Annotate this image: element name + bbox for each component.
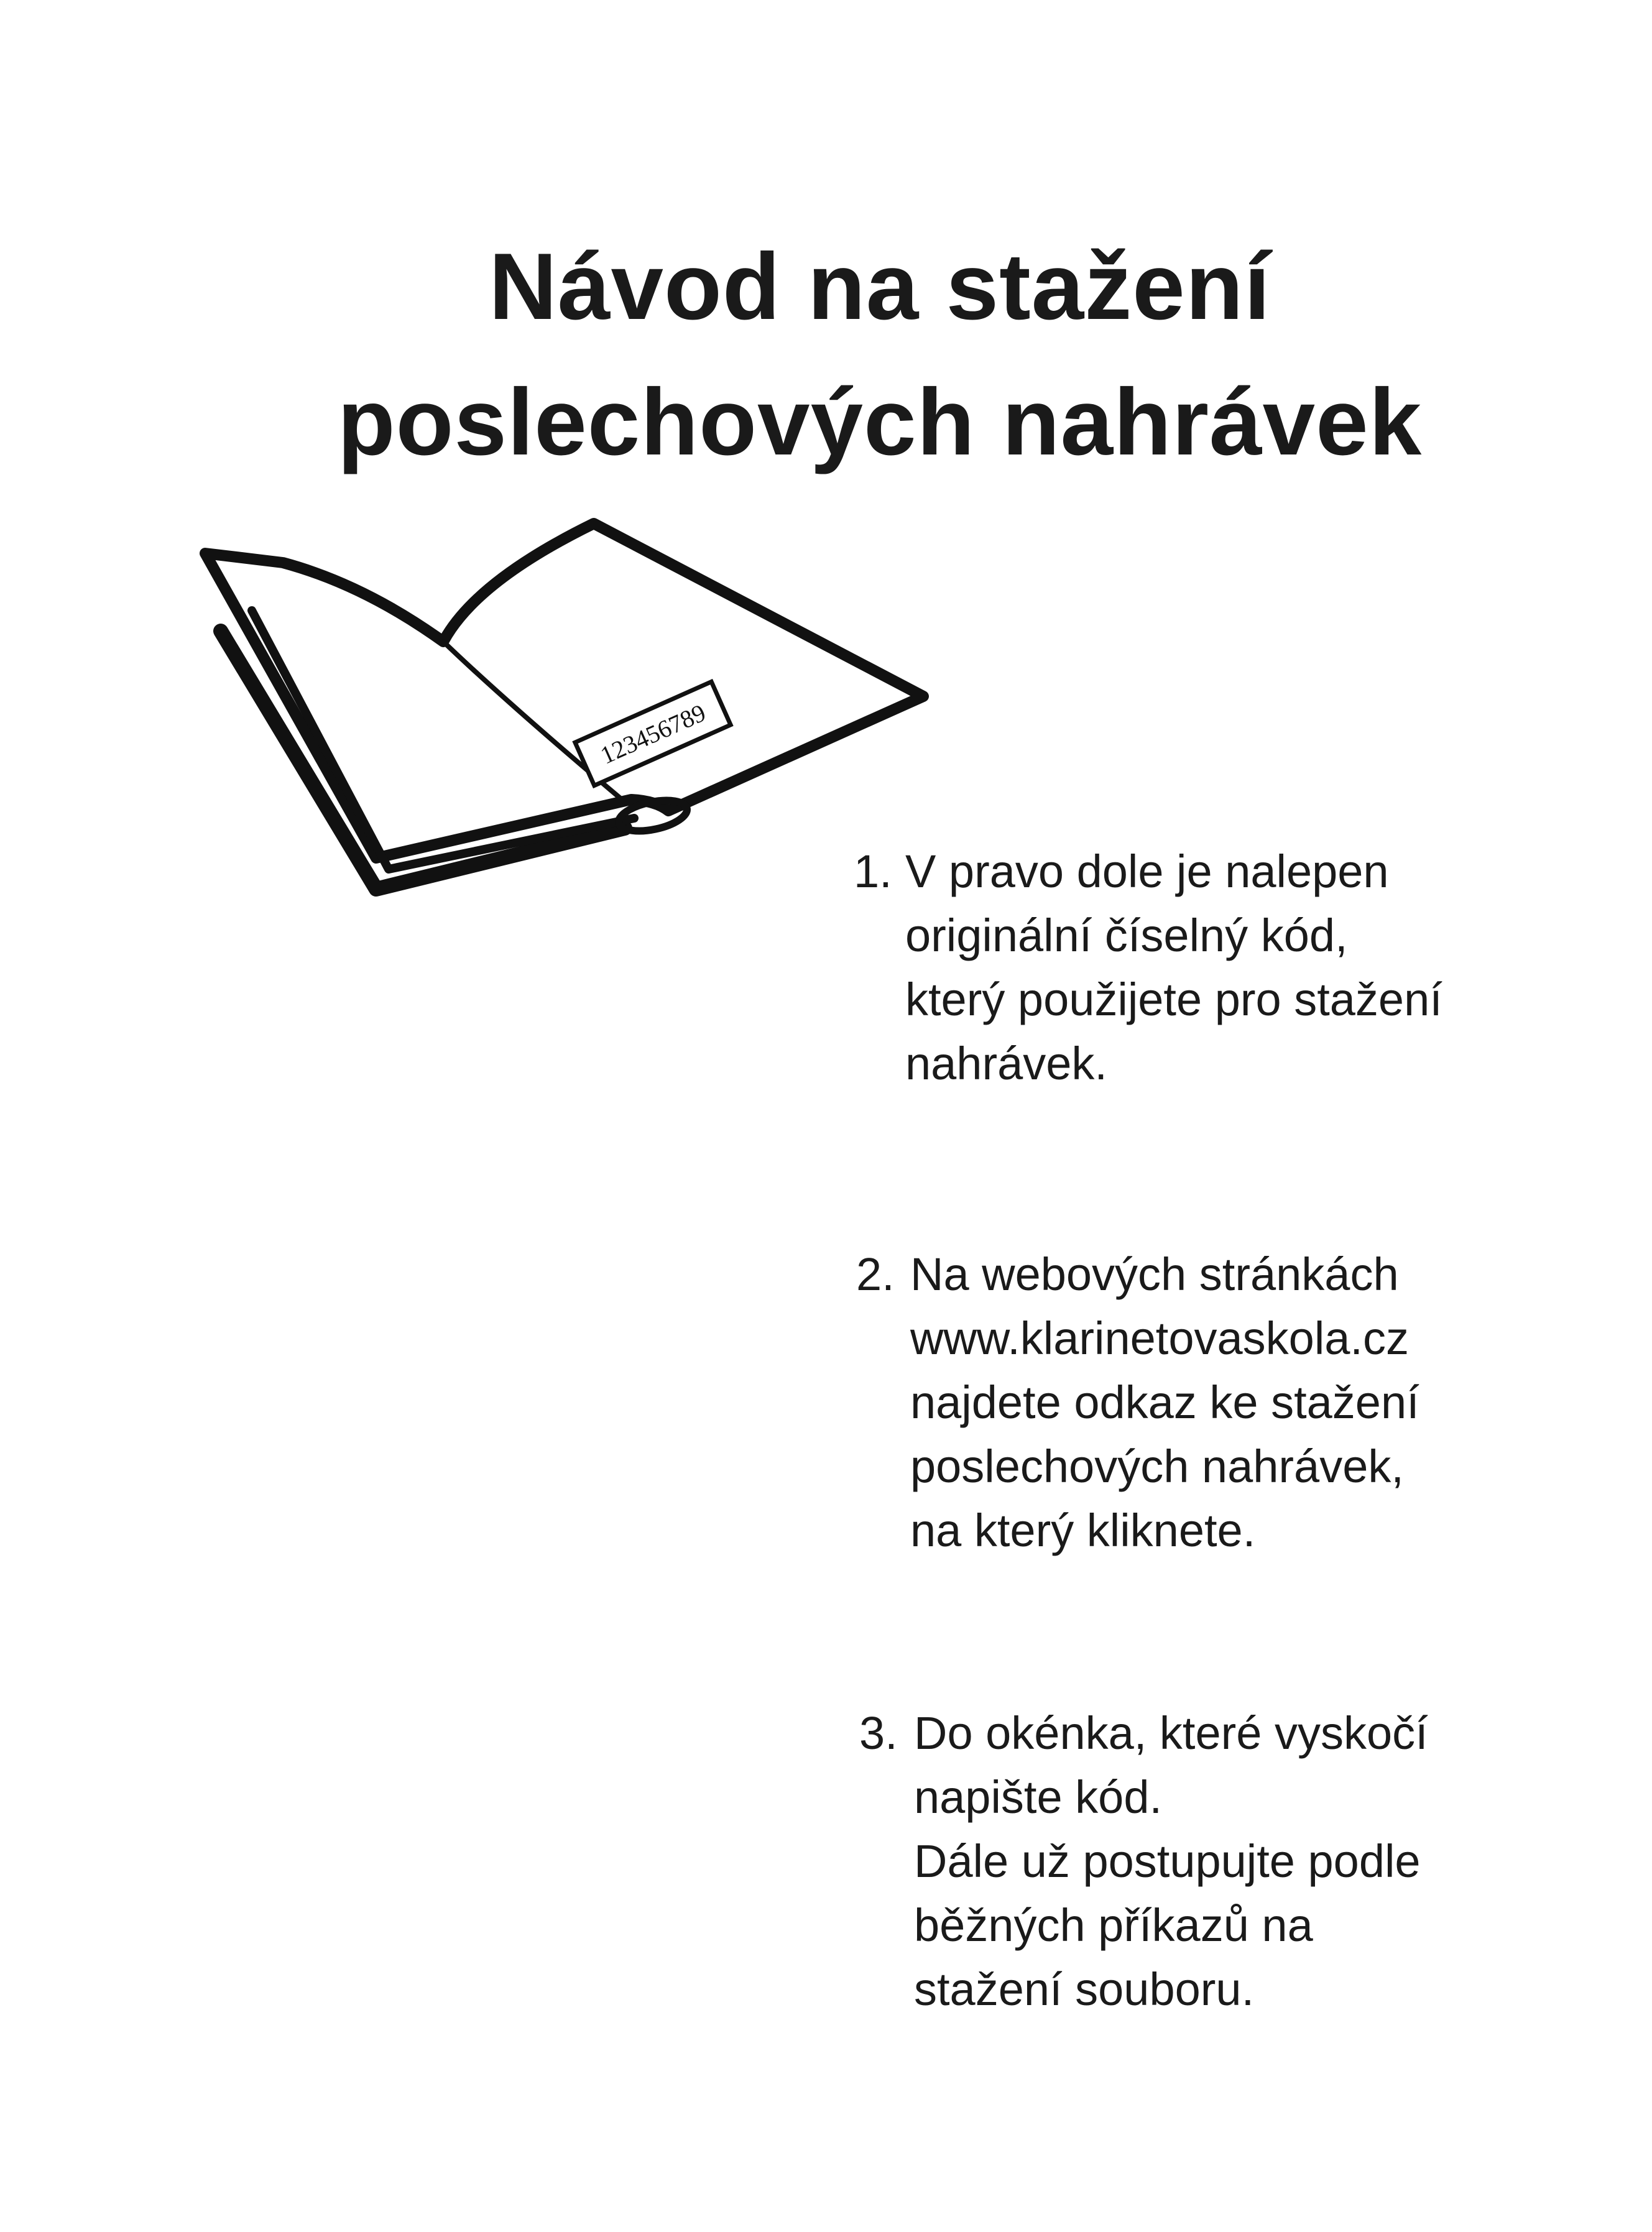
step-line: poslechových nahrávek, xyxy=(910,1441,1404,1492)
instruction-step-1 xyxy=(854,839,1442,1095)
instruction-step-2 xyxy=(856,1242,1419,1562)
step-line: napište kód. xyxy=(914,1771,1163,1823)
step-line: Do okénka, které vyskočí xyxy=(914,1707,1428,1759)
step-line: najdete odkaz ke stažení xyxy=(910,1377,1419,1428)
step-line: originální číselný kód, xyxy=(905,910,1348,961)
step-line: který použijete pro stažení xyxy=(905,974,1442,1025)
title-line-2: poslechových nahrávek xyxy=(337,369,1423,475)
step-number: 2. xyxy=(856,1248,895,1300)
book-code-label: 123456789 xyxy=(596,698,710,770)
step-line: na který kliknete. xyxy=(910,1505,1256,1556)
step-text xyxy=(914,1701,1428,2021)
step-line: Dále už postupujte podle xyxy=(914,1835,1421,1887)
step-text xyxy=(905,839,1442,1095)
title-line-1: Návod na stažení xyxy=(489,233,1271,339)
step-number: 1. xyxy=(854,846,892,897)
instruction-step-3 xyxy=(859,1701,1428,2021)
step-text xyxy=(910,1242,1419,1562)
step-number: 3. xyxy=(859,1707,898,1759)
page-title xyxy=(0,219,1652,490)
website-url: www.klarinetovaskola.cz xyxy=(910,1312,1409,1364)
step-line: V pravo dole je nalepen xyxy=(905,846,1389,897)
step-line: běžných příkazů na xyxy=(914,1899,1313,1951)
step-line: nahrávek. xyxy=(905,1038,1107,1089)
step-line: Na webových stránkách xyxy=(910,1248,1399,1300)
step-line: stažení souboru. xyxy=(914,1963,1255,2015)
open-book-icon xyxy=(196,510,942,957)
